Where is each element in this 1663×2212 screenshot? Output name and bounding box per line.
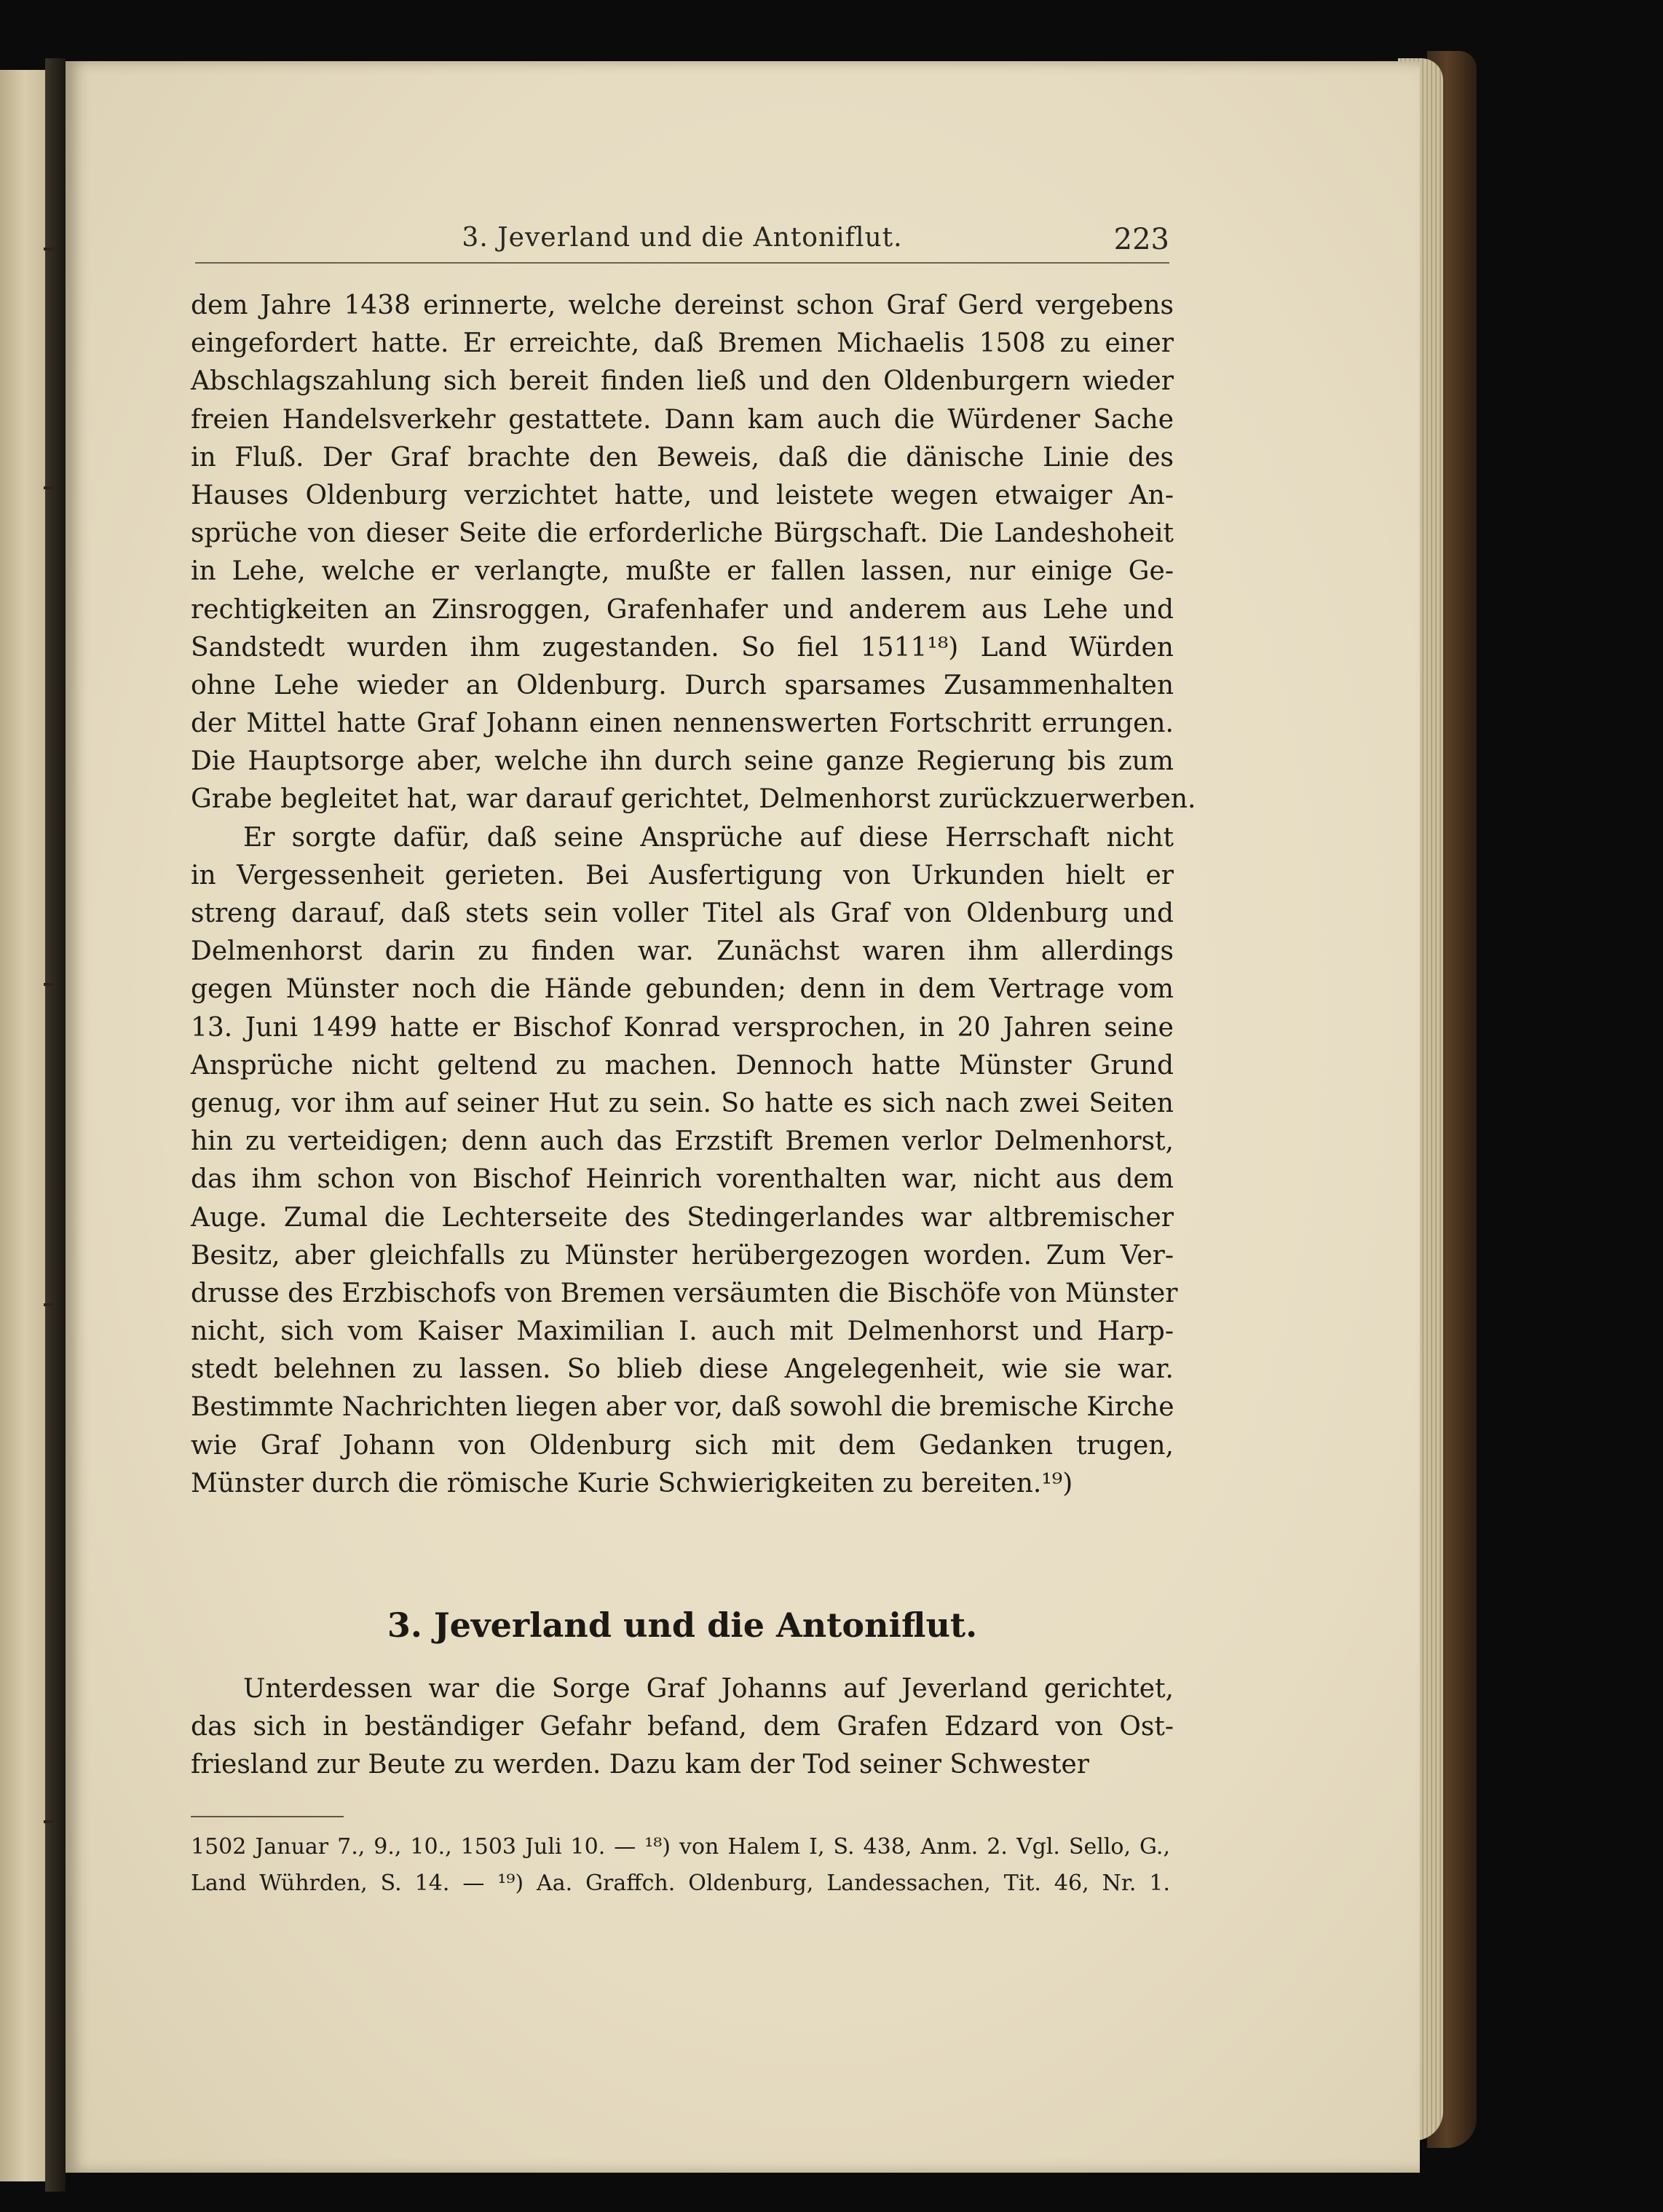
text-line: stedt belehnen zu lassen. So blieb diese Angelegenheit, wie sie war. [191, 1354, 1174, 1385]
body-paragraphs [191, 287, 1196, 1503]
text-line: Unterdessen war die Sorge Graf Johanns auf Jeverland gerichtet, [243, 1674, 1174, 1704]
binding-thread-mark [44, 486, 54, 489]
text-line: in Lehe, welche er verlangte, mußte er fallen lassen, nur einige Ge- [191, 556, 1174, 587]
binding-thread-mark [44, 983, 54, 986]
binding-thread-mark [44, 1820, 54, 1823]
text-line: drusse des Erzbischofs von Bremen versäumten die Bischöfe von Münster [191, 1278, 1178, 1308]
text-line: Ansprüche nicht geltend zu machen. Dennoch hatte Münster Grund [191, 1050, 1174, 1081]
text-line: Die Hauptsorge aber, welche ihn durch seine ganze Regierung bis zum [191, 746, 1174, 777]
page-number: 223 [1113, 223, 1169, 256]
text-line: streng darauf, daß stets sein voller Titel als Graf von Oldenburg und [191, 898, 1174, 928]
book-gutter [45, 58, 66, 2192]
text-line: genug, vor ihm auf seiner Hut zu sein. So hatte es sich nach zwei Seiten [191, 1088, 1174, 1118]
text-line: Hauses Oldenburg verzichtet hatte, und leistete wegen etwaiger An- [191, 480, 1174, 510]
text-line: freien Handelsverkehr gestattete. Dann kam auch die Würdener Sache [191, 404, 1174, 435]
footnotes [191, 1829, 1170, 1902]
footnote-line: Land Wührden, S. 14. — ¹⁹) Aa. Graffch. Oldenburg, Landessachen, Tit. 46, Nr. 1. [191, 1871, 1170, 1896]
text-line: hin zu verteidigen; denn auch das Erzstift Bremen verlor Delmenhorst, [191, 1126, 1174, 1157]
running-header [195, 218, 1169, 264]
text-line: nicht, sich vom Kaiser Maximilian I. auch mit Delmenhorst und Harp- [191, 1316, 1174, 1347]
text-line: Sandstedt wurden ihm zugestanden. So fiel 1511¹⁸) Land Würden [191, 632, 1174, 663]
text-line: Grabe begleitet hat, war darauf gerichtet, Delmenhorst zurückzuerwerben. [191, 784, 1196, 815]
running-title: 3. Jeverland und die Antoniflut. [462, 223, 903, 253]
text-line: 13. Juni 1499 hatte er Bischof Konrad versprochen, in 20 Jahren seine [191, 1012, 1174, 1043]
text-line: in Fluß. Der Graf brachte den Beweis, daß die dänische Linie des [191, 442, 1174, 473]
text-line: Besitz, aber gleichfalls zu Münster herübergezogen worden. Zum Ver- [191, 1240, 1174, 1271]
text-line: wie Graf Johann von Oldenburg sich mit dem Gedanken trugen, [191, 1430, 1174, 1461]
footnote-line: 1502 Januar 7., 9., 10., 1503 Juli 10. — ¹⁸) von Halem I, S. 438, Anm. 2. Vgl. Sello, G., [191, 1834, 1170, 1860]
text-line: sprüche von dieser Seite die erforderliche Bürgschaft. Die Landeshoheit [191, 518, 1174, 549]
text-line: Auge. Zumal die Lechterseite des Stedingerlandes war altbremischer [191, 1202, 1174, 1233]
text-line: das sich in beständiger Gefahr befand, dem Grafen Edzard von Ost- [191, 1712, 1174, 1742]
section-paragraph [191, 1670, 1174, 1785]
text-line: in Vergessenheit gerieten. Bei Ausfertigung von Urkunden hielt er [191, 860, 1174, 890]
text-line: der Mittel hatte Graf Johann einen nennenswerten Fortschritt errungen. [191, 708, 1174, 739]
binding-thread-mark [44, 248, 54, 250]
section-heading: 3. Jeverland und die Antoniflut. [387, 1605, 978, 1645]
text-line: Delmenhorst darin zu finden war. Zunächst waren ihm allerdings [191, 936, 1174, 967]
text-line: gegen Münster noch die Hände gebunden; denn in dem Vertrage vom [191, 974, 1174, 1005]
text-line: Abschlagszahlung sich bereit finden ließ und den Oldenburgern wieder [191, 366, 1174, 397]
text-line: Bestimmte Nachrichten liegen aber vor, daß sowohl die bremische Kirche [191, 1392, 1174, 1423]
text-line: Er sorgte dafür, daß seine Ansprüche auf diese Herrschaft nicht [243, 822, 1174, 853]
text-line: Münster durch die römische Kurie Schwierigkeiten zu bereiten.¹⁹) [191, 1468, 1073, 1498]
text-line: dem Jahre 1438 erinnerte, welche dereinst schon Graf Gerd vergebens [191, 291, 1174, 320]
footnote-rule [191, 1816, 344, 1817]
left-page-edge [0, 70, 47, 2181]
text-line: ohne Lehe wieder an Oldenburg. Durch sparsames Zusammenhalten [191, 670, 1174, 700]
text-line: friesland zur Beute zu werden. Dazu kam der Tod seiner Schwester [191, 1750, 1089, 1780]
text-line: eingefordert hatte. Er erreichte, daß Bremen Michaelis 1508 zu einer [191, 328, 1174, 359]
text-line: rechtigkeiten an Zinsroggen, Grafenhafer und anderem aus Lehe und [191, 594, 1174, 625]
text-line: das ihm schon von Bischof Heinrich vorenthalten war, nicht aus dem [191, 1164, 1174, 1195]
binding-thread-mark [44, 1303, 54, 1306]
